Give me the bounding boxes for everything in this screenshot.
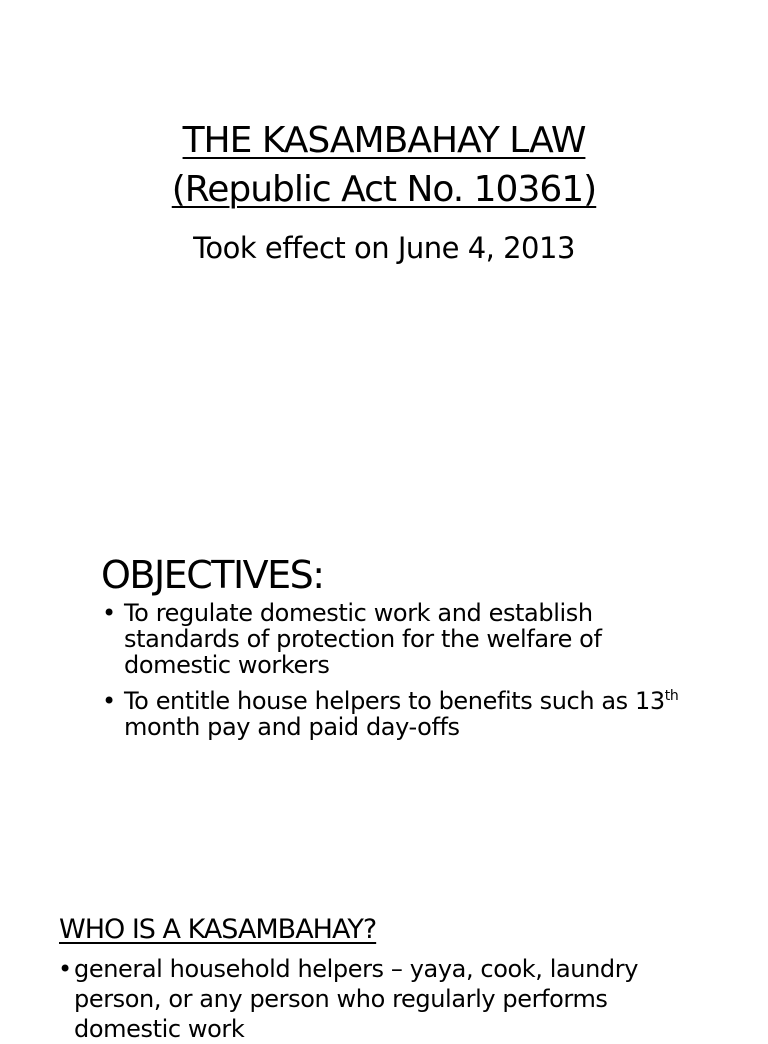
objectives-heading: OBJECTIVES: (101, 553, 324, 597)
slide-subtitle: Took effect on June 4, 2013 (193, 231, 575, 265)
ordinal-suffix: th (664, 688, 679, 704)
list-item (58, 954, 678, 1044)
slide-title-line-1: THE KASAMBAHAY LAW (182, 120, 586, 161)
bullet-icon: • (102, 599, 116, 627)
title-slide (0, 0, 768, 520)
definition-list (58, 954, 678, 1044)
slide-title-line-2: (Republic Act No. 10361) (171, 169, 597, 210)
list-item (100, 688, 700, 740)
bullet-icon: • (102, 687, 116, 715)
objective-text-1: To regulate domestic work and establish standards of protection for the welfare of domestic workers (124, 599, 602, 679)
definition-heading: WHO IS A KASAMBAHAY? (59, 914, 377, 945)
list-item (100, 600, 700, 678)
objective-text-2-start: To entitle house helpers to benefits such as 13 (124, 687, 665, 715)
objective-text-2-end: month pay and paid day-offs (124, 713, 460, 741)
definition-slide (0, 880, 768, 1043)
definition-text-1: general household helpers – yaya, cook, laundry person, or any person who regularly performs domestic work (74, 955, 639, 1043)
objectives-list (100, 600, 700, 750)
objectives-slide (0, 520, 768, 880)
bullet-icon: • (58, 955, 72, 983)
